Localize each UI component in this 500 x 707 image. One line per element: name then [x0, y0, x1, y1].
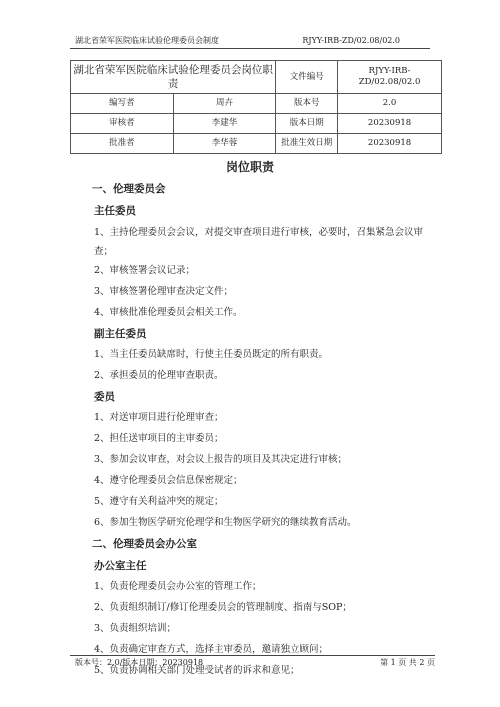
footer-version: 版本号：2.0/版本日期：20230918: [75, 658, 204, 667]
list-item: 3、审核签署伦理审查决定文件；: [94, 286, 234, 297]
subheading-chair: 主任委员: [94, 205, 136, 217]
list-item: 3、参加会议审查，对会议上报告的项目及其决定进行审核；: [94, 454, 348, 465]
list-item: 1、主持伦理委员会会议，对提交审查项目进行审核，必要时，召集紧急会议审查；: [94, 227, 424, 257]
page-header: [70, 36, 430, 49]
subheading-vice-chair: 副主任委员: [94, 328, 147, 340]
doc-no-label: 文件编号: [276, 61, 338, 94]
list-item: 3、负责组织培训；: [94, 623, 177, 634]
list-item: 4、审核批准伦理委员会相关工作。: [94, 307, 243, 318]
version-date-value: 20230918: [338, 114, 442, 134]
header-doc-number: RJYY-IRB-ZD/02.08/02.0: [302, 36, 400, 45]
list-item: 6、参加生物医学研究伦理学和生物医学研究的继续教育活动。: [94, 517, 357, 528]
version-date-label: 版本日期: [276, 114, 338, 134]
org-title-cell: 湖北省荣军医院临床试验伦理委员会岗位职责: [71, 61, 276, 94]
list-item: 2、审核签署会议记录；: [94, 265, 196, 276]
list-item: 1、当主任委员缺席时，行使主任委员既定的所有职责。: [94, 349, 329, 360]
effective-date-value: 20230918: [338, 134, 442, 154]
effective-date-label: 批准生效日期: [276, 134, 338, 154]
subheading-office-director: 办公室主任: [94, 560, 147, 572]
page-footer: [70, 655, 435, 668]
document-title: 岗位职责: [225, 160, 274, 174]
reviewer-label: 审核者: [71, 114, 174, 134]
approver-value: 李华蓉: [173, 134, 276, 154]
document-meta-table: [70, 60, 442, 154]
list-item: 1、负责伦理委员会办公室的管理工作；: [94, 581, 262, 592]
subheading-member: 委员: [94, 391, 115, 403]
approver-label: 批准者: [71, 134, 174, 154]
version-value: 2.0: [338, 94, 442, 114]
author-label: 编写者: [71, 94, 174, 114]
author-value: 周卉: [173, 94, 276, 114]
section-heading-committee: 一、伦理委员会: [92, 183, 166, 195]
header-org-text: 湖北省荣军医院临床试验伦理委员会制度: [75, 36, 219, 45]
reviewer-value: 李建华: [173, 114, 276, 134]
list-item: 4、负责确定审查方式，选择主审委员，邀请独立顾问；: [94, 644, 329, 655]
document-body: [82, 181, 442, 684]
list-item: 2、担任送审项目的主审委员；: [94, 433, 224, 444]
footer-page-number: 第 1 页 共 2 页: [380, 658, 435, 667]
list-item: 2、负责组织制订/修订伦理委员会的管理制度、指南与SOP；: [94, 602, 352, 613]
list-item: 1、对送审项目进行伦理审查；: [94, 412, 224, 423]
list-item: 2、承担委员的伦理审查职责。: [94, 370, 224, 381]
list-item: 5、遵守有关利益冲突的规定；: [94, 496, 224, 507]
section-heading-office: 二、伦理委员会办公室: [92, 538, 197, 550]
doc-no-value: RJYY-IRB-ZD/02.08/02.0: [338, 61, 442, 94]
list-item: 4、遵守伦理委员会信息保密规定；: [94, 475, 243, 486]
version-label: 版本号: [276, 94, 338, 114]
list-item: 5、负责协调相关部门处理受试者的诉求和意见；: [94, 665, 300, 676]
